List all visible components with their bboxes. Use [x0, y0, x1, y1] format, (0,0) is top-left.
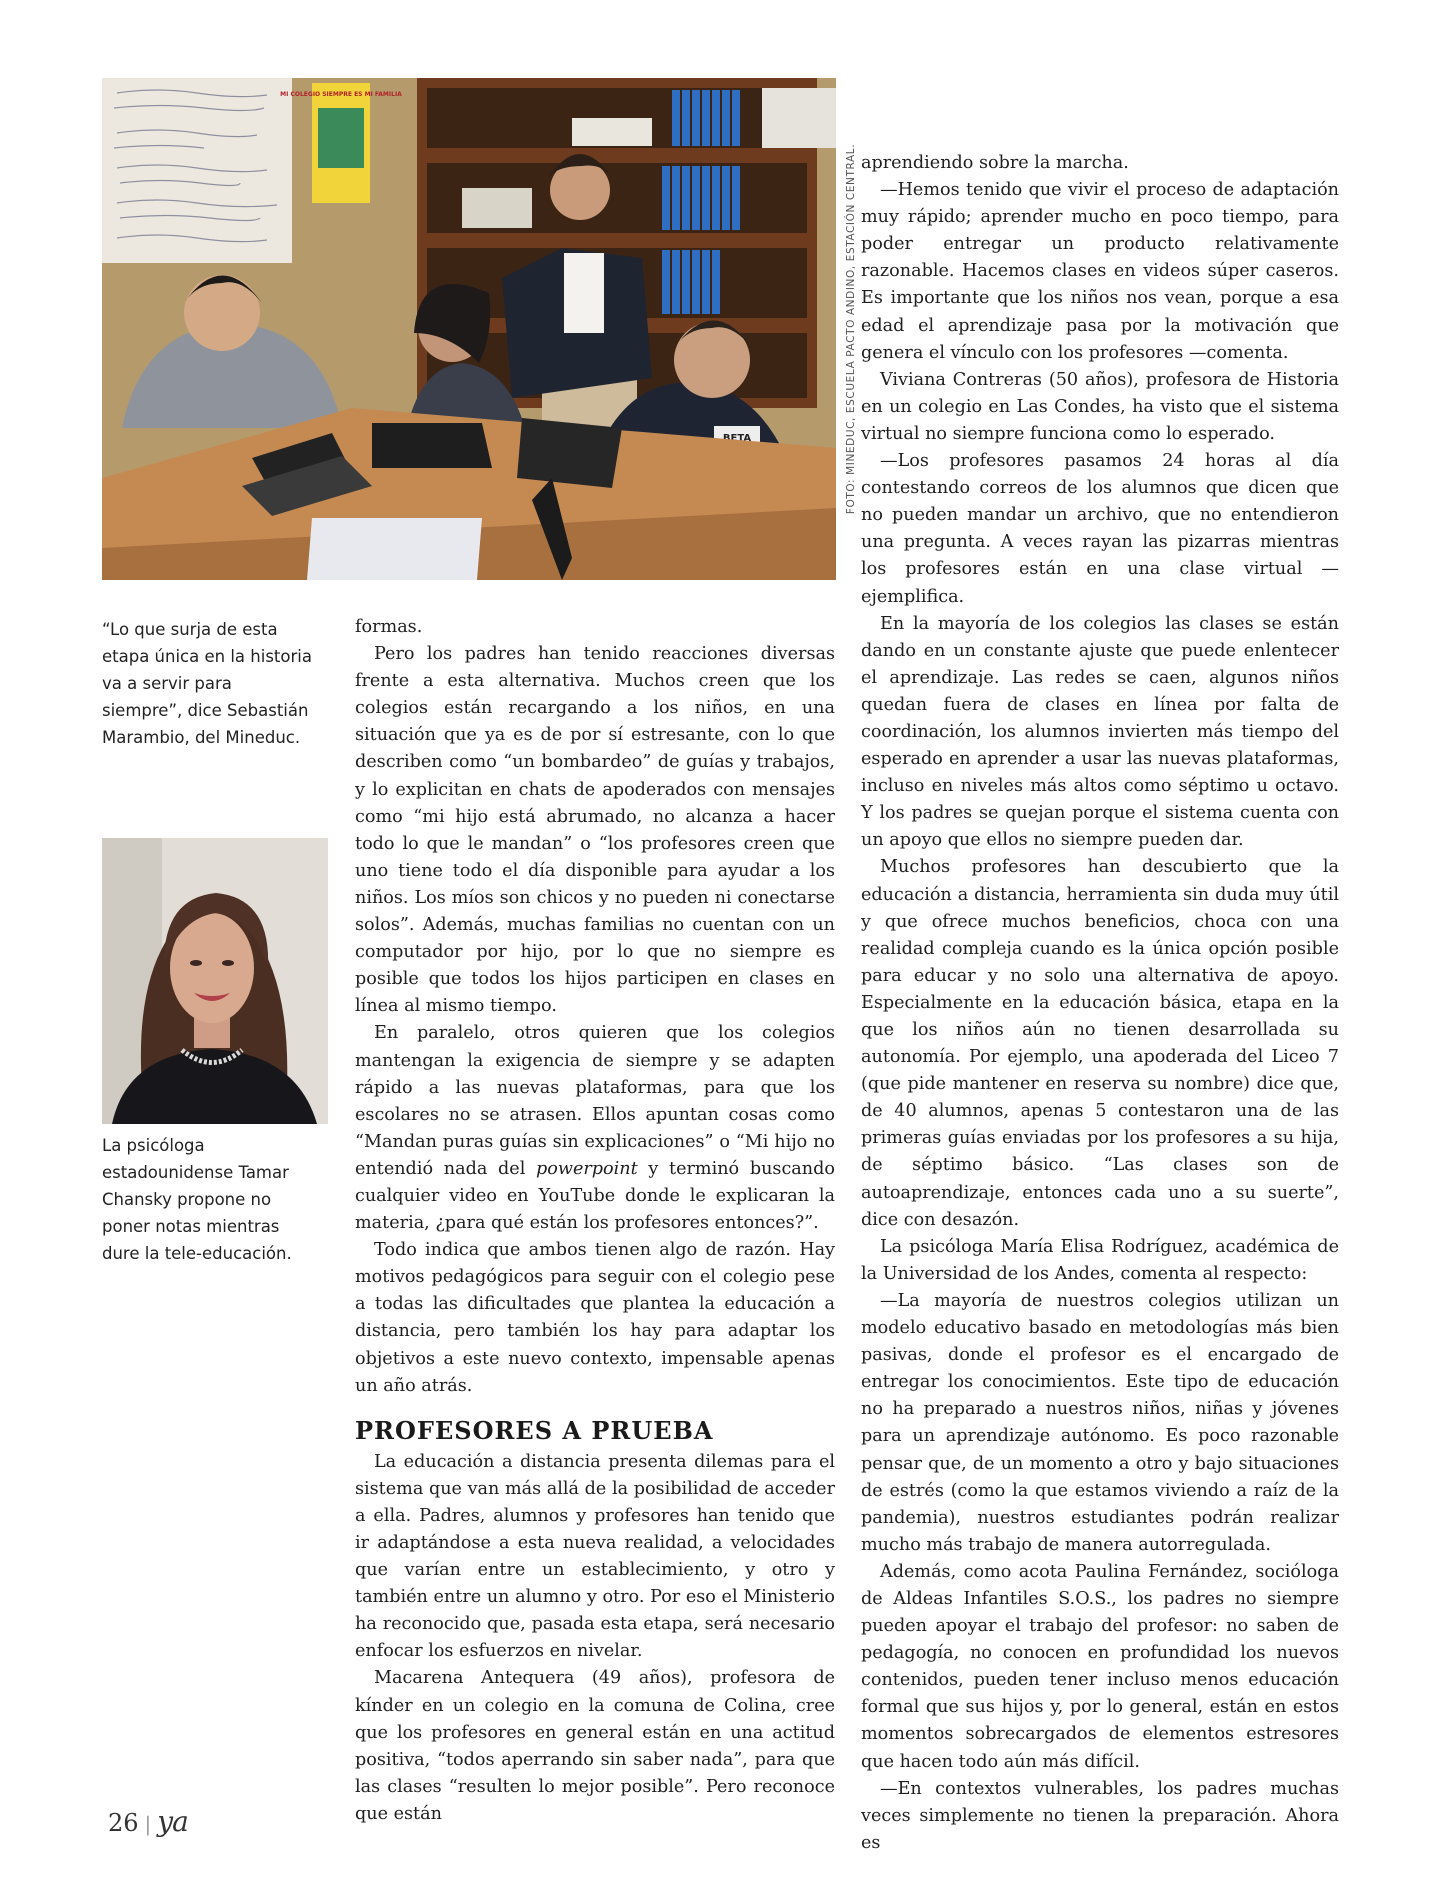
emphasis-powerpoint: powerpoint: [536, 1158, 638, 1179]
paragraph: formas.: [355, 617, 423, 637]
section-heading: PROFESORES A PRUEBA: [355, 1415, 714, 1445]
magazine-brand: ya: [157, 1805, 188, 1838]
paragraph: Muchos profesores han descubierto que la educación a distancia, herramienta sin duda muy útil y que ofrece muchos beneficios, choca con una realidad compleja cuando es la única opción posible para educar y no solo una alternativa de apoyo. Especialmente en la educación básica, etapa en la que los niños aún no tienen desarrollada su autonomía. Por ejemplo, una apoderada del Liceo 7 (que pide mantener en reserva su nombre) dice que, de 40 alumnos, apenas 5 contestaron una de las primeras guías enviadas por los profesores a su hija, de séptimo básico. “Las clases son de autoaprendizaje, entonces cada uno a su suerte”, dice con desazón.: [861, 857, 1339, 1230]
paragraph: En la mayoría de los colegios las clases se están dando en un constante ajuste que puede enlentecer el aprendizaje. Las redes se caen, algunos niños quedan fuera de clases en línea por falta de coordinación, los alumnos invierten más tiempo del esperado en aprender a usar las nuevas plataformas, incluso en niveles más altos como séptimo u octavo. Y los padres se quejan porque el sistema cuenta con un apoyo que ellos no siempre pueden dar.: [861, 613, 1339, 851]
caption-quote: “Lo que surja de esta etapa única en la historia va a servir para siempre”, dice Sebastián Marambio, del Mineduc.: [102, 620, 312, 747]
poster-title: MI COLEGIO SIEMPRE ES MI FAMILIA: [280, 91, 402, 98]
paragraph: —La mayoría de nuestros colegios utilizan un modelo educativo basado en metodologías más bien pasivas, donde el profesor es el encargado de entregar los conocimientos. Este tipo de educación no ha preparado a nuestros niños, niñas y jóvenes para un aprendizaje autónomo. Es poco razonable pensar que, de un momento a otro y bajo situaciones de estrés (como la que estamos viviendo a raíz de la pandemia), nuestros estudiantes podrán realizar mucho más trabajo de manera autorregulada.: [861, 1290, 1339, 1555]
paragraph: aprendiendo sobre la marcha.: [861, 153, 1129, 173]
portrait-photo: [102, 838, 328, 1124]
caption-portrait: La psicóloga estadounidense Tamar Chansky propone no poner notas mientras dure la tele-educación.: [102, 1136, 292, 1263]
middle-column: [355, 614, 835, 1828]
paragraph: Macarena Antequera (49 años), profesora de kínder en un colegio en la comuna de Colina, cree que los profesores en general están en una actitud positiva, “todos aperrando sin saber nada”, para que las clases “resulten lo mejor posible”. Pero reconoce que están: [355, 1668, 835, 1824]
page-folio: [108, 1805, 188, 1838]
photo-credit: FOTO: MINEDUC, ESCUELA PACTO ANDINO, ESTACIÓN CENTRAL.: [845, 143, 857, 515]
paragraph: La psicóloga María Elisa Rodríguez, académica de la Universidad de los Andes, comenta al respecto:: [861, 1236, 1339, 1284]
paragraph: —Hemos tenido que vivir el proceso de adaptación muy rápido; aprender mucho en poco tiempo, para poder entregar un producto relativamente razonable. Hacemos clases en videos súper caseros. Es importante que los niños nos vean, porque a esa edad el aprendizaje pasa por la motivación que genera el vínculo con los profesores —comenta.: [861, 180, 1339, 363]
paragraph: Todo indica que ambos tienen algo de razón. Hay motivos pedagógicos para seguir con el colegio pese a todas las dificultades que plantea la educación a distancia, pero también los hay para adaptar los objetivos a este nuevo contexto, impensable apenas un año atrás.: [355, 1240, 835, 1396]
paragraph: En paralelo, otros quieren que los colegios mantengan la exigencia de siempre y se adapten rápido a las nuevas plataformas, para que los escolares no se atrasen. Ellos apuntan cosas como “Mandan puras guías sin explicaciones” o “Mi hijo no entendió nada del powerpoint y terminó buscando cualquier video en YouTube donde le explicaran la materia, ¿para qué están los profesores entonces?”.: [355, 1023, 835, 1234]
paragraph: Viviana Contreras (50 años), profesora de Historia en un colegio en Las Condes, ha visto que el sistema virtual no siempre funciona como lo esperado.: [861, 369, 1339, 444]
folio-separator: |: [144, 1812, 152, 1836]
right-column: [861, 150, 1339, 1857]
paragraph: Además, como acota Paulina Fernández, socióloga de Aldeas Infantiles S.O.S., los padres no siempre pueden apoyar el trabajo del profesor: no saben de pedagogía, no conocen en profundidad los nuevos contenidos, pueden tener incluso menos educación formal que sus hijos y, por lo general, están en estos momentos sobrecargados de elementos estresores que hacen todo aún más difícil.: [861, 1561, 1339, 1772]
page-number: 26: [108, 1809, 139, 1837]
paragraph: Pero los padres han tenido reacciones diversas frente a esta alternativa. Muchos creen que los colegios están recargando a los niños, en una situación que ya es de por sí estresante, con lo que describen como “un bombardeo” de guías y trabajos, y lo explicitan en chats de apoderados con mensajes como “mi hijo está abrumado, no alcanza a hacer todo lo que le mandan” o “los profesores creen que uno tiene todo el día disponible para ayudar a los niños. Los míos son chicos y no pueden ni conectarse solos”. Además, muchas familias no cuentan con un computador por hijo, por lo que no siempre es posible que todos los hijos participen en clases en línea al mismo tiempo.: [355, 644, 835, 1017]
paragraph: —En contextos vulnerables, los padres muchas veces simplemente no tienen la preparación. Ahora es: [861, 1778, 1339, 1853]
paragraph: La educación a distancia presenta dilemas para el sistema que van más allá de la posibilidad de acceder a ella. Padres, alumnos y profesores han tenido que ir adaptándose a esta nueva realidad, a velocidades que varían entre un establecimiento, y otro y también entre un alumno y otro. Por eso el Ministerio ha reconocido que, pasada esta etapa, será necesario enfocar los esfuerzos en nivelar.: [355, 1451, 835, 1662]
classroom-photo: [102, 78, 836, 580]
paragraph: —Los profesores pasamos 24 horas al día contestando correos de los alumnos que dicen que no pueden mandar un archivo, que no entendieron una pregunta. A veces rayan las pizarras mientras los profesores están en una clase virtual —ejemplifica.: [861, 451, 1339, 607]
sticker-text: BETA: [722, 433, 752, 444]
